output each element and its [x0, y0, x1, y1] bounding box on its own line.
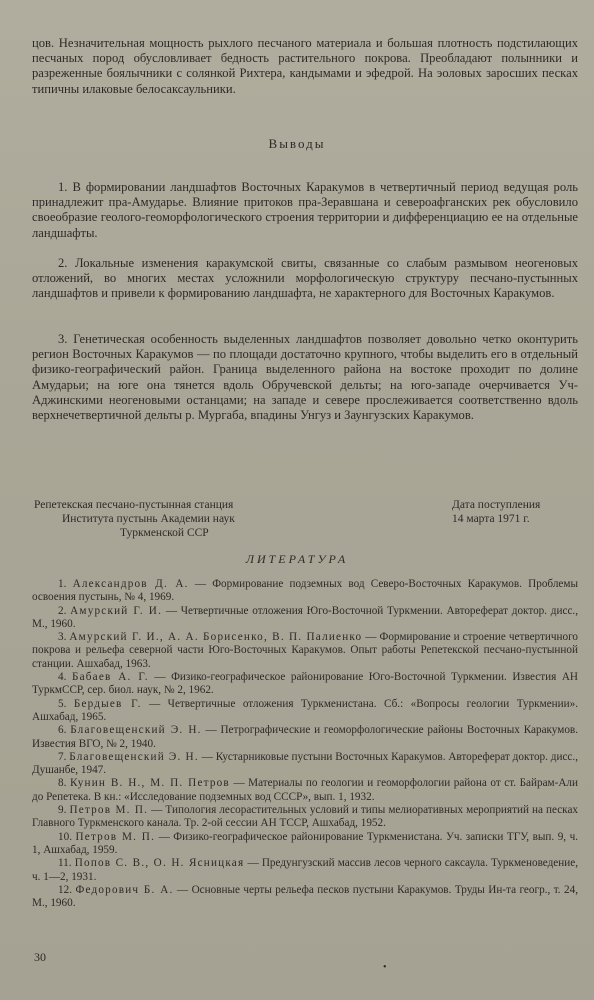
reference-number: 4. [58, 671, 67, 684]
reference-number: 2. [58, 604, 67, 617]
reference-item [32, 578, 578, 605]
reference-item [32, 857, 578, 884]
reference-text: — Типология лесорастительных условий и типы мелиоративных мероприятий на песках Главного Туркменского канала. Тр. 2-ой сессии АН ТССР, Ашхабад, 1952. [32, 804, 579, 830]
reference-text: — Кустарниковые пустыни Восточных Каракумов. Автореферат доктор. дисс., Душанбе, 1947. [32, 750, 578, 777]
reference-author: Александров Д. А. [72, 578, 189, 590]
reference-author: Бердыев Г. [73, 697, 142, 710]
reference-text: — Материалы по геологии и геоморфологии района от ст. Байрам-Али до Репетека. В кн.: «Исследование подземных вод СССР», вып. 1, 1932. [32, 777, 578, 803]
reference-author: Амурский Г. И. [70, 604, 163, 617]
reference-item [32, 698, 578, 725]
reference-item [32, 605, 578, 632]
reference-number: 10. [58, 830, 72, 843]
conclusion-item-1: 1. В формировании ландшафтов Восточных Каракумов в четвертичный период ведущая роль принадлежит пра-Амударье. Влияние притоков пра-Зеравшана и североафганских рек обусловило своеобразие геолого-геоморфологического строения территории и дифференциацию ее на отдельные ландшафты. [32, 180, 578, 240]
reference-text: — Петрографические и геоморфологические районы Восточных Каракумов. Известия ВГО, № 2, 1940. [32, 724, 579, 750]
reference-text: — Четвертичные отложения Юго-Восточной Туркмении. Автореферат доктор. дисс., М., 1960. [32, 604, 579, 630]
reference-text: — Физико-географическое районирование Туркменистана. Уч. записки ТГУ, вып. 9, ч. 1, Ашхабад, 1959. [32, 830, 579, 856]
literature-list [32, 578, 578, 910]
reference-number: 9. [58, 804, 67, 817]
conclusion-item-3: 3. Генетическая особенность выделенных ландшафтов позволяет довольно четко оконтурить регион Восточных Каракумов — по площади достаточно крупного, чтобы выделить его в отдельный физико-географический район. Граница выделенного района на востоке проходит по долине Амударьи; на юге она тянется вдоль Обручевской дельты; на юго-западе очерчивается Уч-Аджинскими неогеновыми останцами; на западе и севере прослеживается соответственно вдоль верхнечетвертичной дельты р. Мургаба, впадины Унгуз и Заунгузских Каракумов. [32, 332, 578, 423]
received-date: 14 марта 1971 г. [452, 513, 530, 525]
reference-item [32, 631, 578, 671]
reference-author: Амурский Г. И., А. А. Борисенко, В. П. Палиенко [69, 631, 363, 644]
reference-author: Федорович Б. А. [75, 883, 174, 896]
reference-text: — Физико-географическое районирование Юго-Восточной Туркмении. Известия АН ТуркмССР, сер. биол. наук, № 2, 1962. [32, 671, 579, 697]
reference-author: Петров М. П. [69, 804, 149, 817]
reference-item [32, 724, 578, 751]
conclusion-item-2: 2. Локальные изменения каракумской свиты, связанные со слабым размывом неогеновых отложений, во многих местах усложнили морфологическую структуру песчано-пустынных ландшафтов и привели к формированию ландшафта, не характерного для Восточных Каракумов. [32, 256, 578, 301]
reference-number: 5. [58, 697, 67, 710]
reference-item [32, 831, 578, 858]
affiliation-line-2: Института пустынь Академии наук [62, 513, 235, 525]
reference-text: — Предунгузский массив лесов черного саксаула. Туркменоведение, ч. 1—2, 1931. [32, 857, 579, 883]
reference-number: 8. [58, 777, 67, 790]
reference-number: 1. [58, 578, 67, 590]
affiliation-line-3: Туркменской ССР [120, 527, 209, 539]
affiliation-line-1: Репетекская песчано-пустынная станция [34, 499, 234, 511]
reference-text: — Четвертичные отложения Туркменистана. Сб.: «Вопросы геологии Туркмении». Ашхабад, 1965. [32, 697, 579, 723]
conclusions-heading: Выводы [268, 136, 326, 151]
reference-number: 11. [58, 857, 72, 870]
reference-item [32, 804, 578, 831]
reference-number: 3. [58, 631, 67, 644]
reference-author: Благовещенский Э. Н. [70, 724, 202, 737]
reference-author: Петров М. П. [75, 830, 156, 843]
reference-number: 7. [58, 750, 67, 763]
reference-item [32, 751, 578, 778]
reference-number: 6. [58, 724, 67, 737]
received-label: Дата поступления [452, 499, 541, 511]
reference-item [32, 777, 578, 804]
reference-author: Бабаев А. Г. [71, 671, 149, 684]
reference-author: Благовещенский Э. Н. [69, 750, 199, 763]
reference-number: 12. [58, 883, 72, 896]
reference-author: Кунин В. Н., М. П. Петров [69, 777, 230, 790]
reference-item [32, 671, 578, 698]
reference-text: — Формирование и строение четвертичного покрова и рельефа северной части Юго-Восточных Каракумов. Опыт работы Репетекской песчано-пустынной станции. Ашхабад, 1963. [32, 631, 578, 670]
page-number: 30 [34, 950, 46, 964]
reference-item [32, 884, 578, 911]
reference-author: Попов С. В., О. Н. Ясницкая [74, 857, 245, 870]
reference-text: — Основные черты рельефа песков пустыни Каракумов. Труды Ин-та геогр., т. 24, М., 1960. [32, 883, 578, 910]
footer-mark: • [383, 962, 387, 973]
intro-paragraph: цов. Незначительная мощность рыхлого песчаного материала и большая плотность подстилающих песчаных пород обусловливает бедность растительного покрова. Преобладают полынники и разреженные боялычники с солянкой Рихтера, кандымами и эфедрой. На эоловых заросших песках типичны илаковые белосаксаульники. [32, 36, 578, 96]
reference-text: — Формирование подземных вод Северо-Восточных Каракумов. Проблемы освоения пустынь, № 4, 1969. [32, 578, 578, 604]
literature-heading: ЛИТЕРАТУРА [245, 552, 349, 566]
